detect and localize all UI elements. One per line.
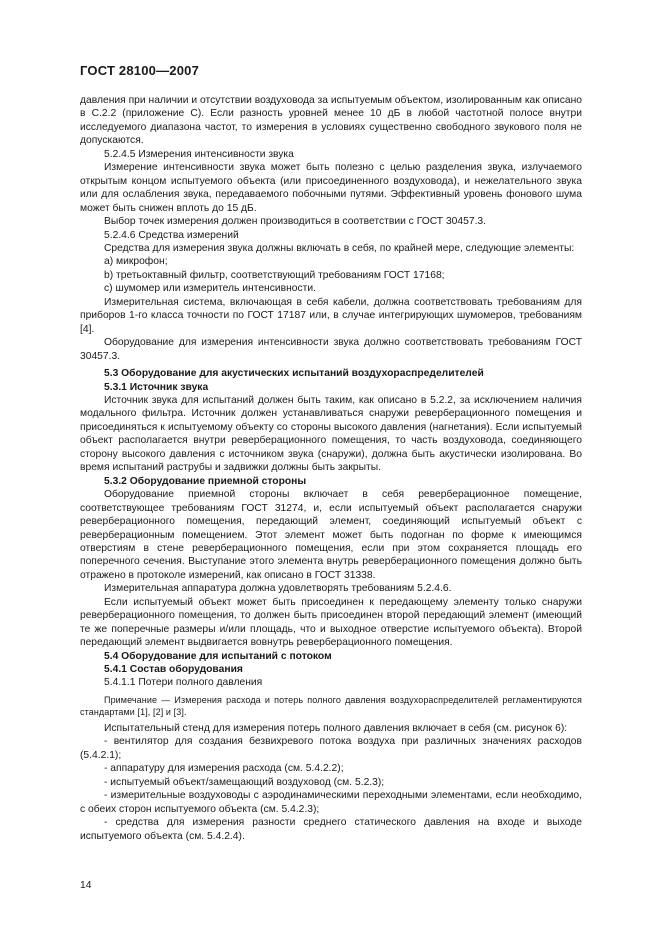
paragraph: Если испытуемый объект может быть присоединен к передающему элементу только снаружи реверберационного помещения, то должен быть присоединен второй передающий элемент (имеющий те же поперечные размеры и/или площадь, что и выходное отверстие испытуемого объекта). Второй передающий элемент выдвигается вовнутрь реверберационного помещения.	[80, 596, 582, 649]
paragraph: Оборудование для измерения интенсивности звука должно соответствовать требованиям ГОСТ 30457.3.	[80, 337, 582, 362]
paragraph: Источник звука для испытаний должен быть таким, как описано в 5.2.2, за исключением наличия модального фильтра. Источник должен устанавливаться снаружи реверберационного помещения и присоединяться к испытуемому объекту со стороны высокого давления (нагнетания). Если испытуемый объект располагается внутри реверберационного помещения, то часть воздуховода, соединяющего сторону высокого давления с источником звука (снаружи), должна быть акустически изолирована. Во время испытаний раструбы и задвижки должны быть закрыты.	[80, 394, 582, 474]
list-item: c) шумомер или измеритель интенсивности.	[104, 283, 316, 295]
list-item: b) третьоктавный фильтр, соответствующий требованиям ГОСТ 17168;	[104, 269, 445, 281]
list-item: - средства для измерения разности среднего статического давления на входе и выходе испытуемого объекта (см. 5.4.2.4).	[80, 817, 582, 842]
paragraph: Выбор точек измерения должен производиться в соответствии с ГОСТ 30457.3.	[104, 216, 487, 228]
subsection-heading: 5.3.2 Оборудование приемной стороны	[104, 475, 307, 487]
paragraph: Оборудование приемной стороны включает в себя реверберационное помещение, соответствующее требованиям ГОСТ 31274, и, если испытуемый объект располагается снаружи реверберационного помещения, передающий элемент, соединяющий испытуемый объект с реверберационным помещением. Этот элемент может быть подогнан по форме к имеющимся отверстиям в стене реверберационного помещения, если при этом сохраняется площадь его поперечного сечения. Выступание этого элемента внутрь реверберационного помещения должно быть отражено в протоколе измерений, как описано в ГОСТ 31338.	[80, 489, 582, 581]
paragraph: Измерение интенсивности звука может быть полезно с целью разделения звука, излучаемого открытым концом испытуемого объекта (или присоединенного воздуховода), и нежелательного звука или для ослабления звука, передаваемого побочными путями. Эффективный уровень фонового шума может быть снижен вплоть до 15 дБ.	[80, 162, 582, 214]
note: Примечание — Измерения расхода и потерь полного давления воздухораспределителей регламентируются стандартами [1], [2] и [3].	[80, 694, 582, 717]
document-body	[80, 94, 582, 843]
subsection-heading: 5.4.1 Состав оборудования	[104, 664, 243, 676]
paragraph: Измерительная аппаратура должна удовлетворять требованиям 5.2.4.6.	[104, 583, 452, 595]
subsection-heading: 5.3.1 Источник звука	[104, 381, 209, 393]
list-item: a) микрофон;	[104, 256, 168, 268]
paragraph: Испытательный стенд для измерения потерь полного давления включает в себя (см. рисунок 6):	[104, 722, 568, 734]
document-header: ГОСТ 28100—2007	[80, 63, 199, 78]
list-item: - измерительные воздуховоды с аэродинамическими переходными элементами, если необходимо, с обеих сторон испытуемого объекта (см. 5.4.2.3);	[80, 790, 582, 815]
page-number: 14	[80, 880, 92, 891]
list-item: - испытуемый объект/замещающий воздуховод (см. 5.2.3);	[104, 776, 385, 788]
subsection-heading: 5.2.4.5 Измерения интенсивности звука	[104, 148, 294, 160]
paragraph: Средства для измерения звука должны включать в себя, по крайней мере, следующие элементы:	[104, 242, 575, 254]
section-heading: 5.4 Оборудование для испытаний с потоком	[104, 650, 332, 662]
list-item: - вентилятор для создания безвихревого потока воздуха при различных значениях расходов (5.4.2.1);	[80, 736, 582, 761]
list-item: - аппаратуру для измерения расхода (см. 5.4.2.2);	[104, 763, 344, 775]
paragraph: Измерительная система, включающая в себя кабели, должна соответствовать требованиям для приборов 1-го класса точности по ГОСТ 17187 или, в случае интегрирующих шумомеров, требованиям [4].	[80, 296, 582, 335]
subsection-heading: 5.4.1.1 Потери полного давления	[104, 677, 263, 689]
subsection-heading: 5.2.4.6 Средства измерений	[104, 229, 239, 241]
section-heading: 5.3 Оборудование для акустических испытаний воздухораспределителей	[104, 368, 484, 380]
paragraph: давления при наличии и отсутствии воздуховода за испытуемым объектом, изолированным как описано в С.2.2 (приложение С). Если разность уровней менее 10 дБ в любой частотной полосе внутри исследуемого диапазона частот, то измерения в условиях существенно свободного звукового поля не допускаются.	[80, 95, 582, 147]
